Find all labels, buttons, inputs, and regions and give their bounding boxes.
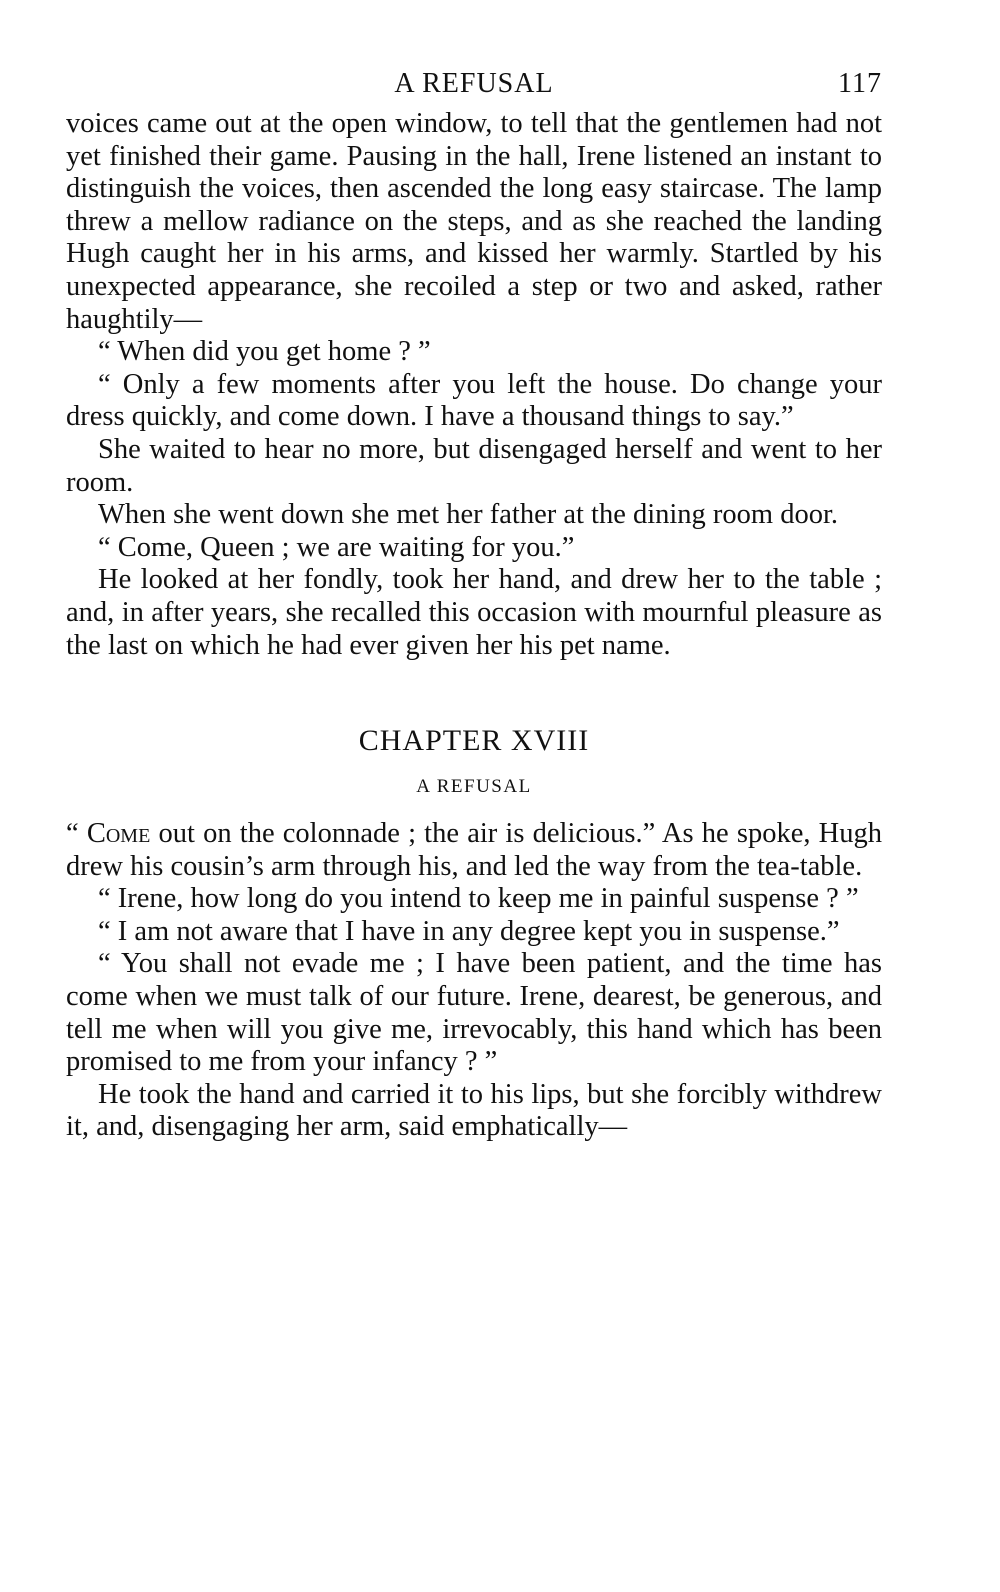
paragraph: “ Only a few moments after you left the house. Do change your dress quickly, and come down. I have a thousand things to say.” xyxy=(66,368,882,433)
page-number: 117 xyxy=(838,68,882,99)
book-page xyxy=(66,64,882,1144)
running-title: A REFUSAL xyxy=(394,68,554,99)
first-paragraph-text: out on the colonnade ; the air is delicious.” As he spoke, Hugh drew his cousin’s arm through his, and led the way from the tea-table. xyxy=(66,818,882,882)
paragraph: “ When did you get home ? ” xyxy=(98,336,431,368)
paragraph: When she went down she met her father at the dining room door. xyxy=(98,499,839,531)
paragraph: “ I am not aware that I have in any degree kept you in suspense.” xyxy=(98,915,840,947)
chapter-first-paragraph xyxy=(66,818,882,883)
paragraph: “ Irene, how long do you intend to keep me in painful suspense ? ” xyxy=(98,883,859,915)
paragraph: He looked at her fondly, took her hand, and drew her to the table ; and, in after years, she recalled this occasion with mournful pleasure as the last on which he had ever given her his pet name. xyxy=(66,564,882,661)
chapter-subtitle: A REFUSAL xyxy=(416,776,532,798)
chapter-opening xyxy=(66,724,882,1144)
paragraph-continuation: voices came out at the open window, to tell that the gentlemen had not yet finished their game. Pausing in the hall, Irene listened an instant to distinguish the voices, then ascended the long easy staircase. The lamp threw a mellow radiance on the steps, and as she reached the landing Hugh caught her in his arms, and kissed her warmly. Startled by his unexpected appearance, she recoiled a step or two and asked, rather haughtily— xyxy=(66,108,882,335)
running-header xyxy=(66,64,882,108)
paragraph: She waited to hear no more, but disengaged herself and went to her room. xyxy=(66,433,882,498)
paragraph: “ Come, Queen ; we are waiting for you.” xyxy=(98,531,575,563)
paragraph: “ You shall not evade me ; I have been patient, and the time has come when we must talk of our future. Irene, dearest, be generous, and tell me when will you give me, irrevocably, this hand which has been promised to me from your infancy ? ” xyxy=(66,948,882,1078)
chapter-heading: CHAPTER XVIII xyxy=(358,724,590,758)
paragraph: He took the hand and carried it to his lips, but she forcibly withdrew it, and, disengaging her arm, said emphatically— xyxy=(66,1078,882,1143)
opening-quote: “ xyxy=(66,818,87,850)
small-caps-opening-word: Come xyxy=(86,818,151,850)
